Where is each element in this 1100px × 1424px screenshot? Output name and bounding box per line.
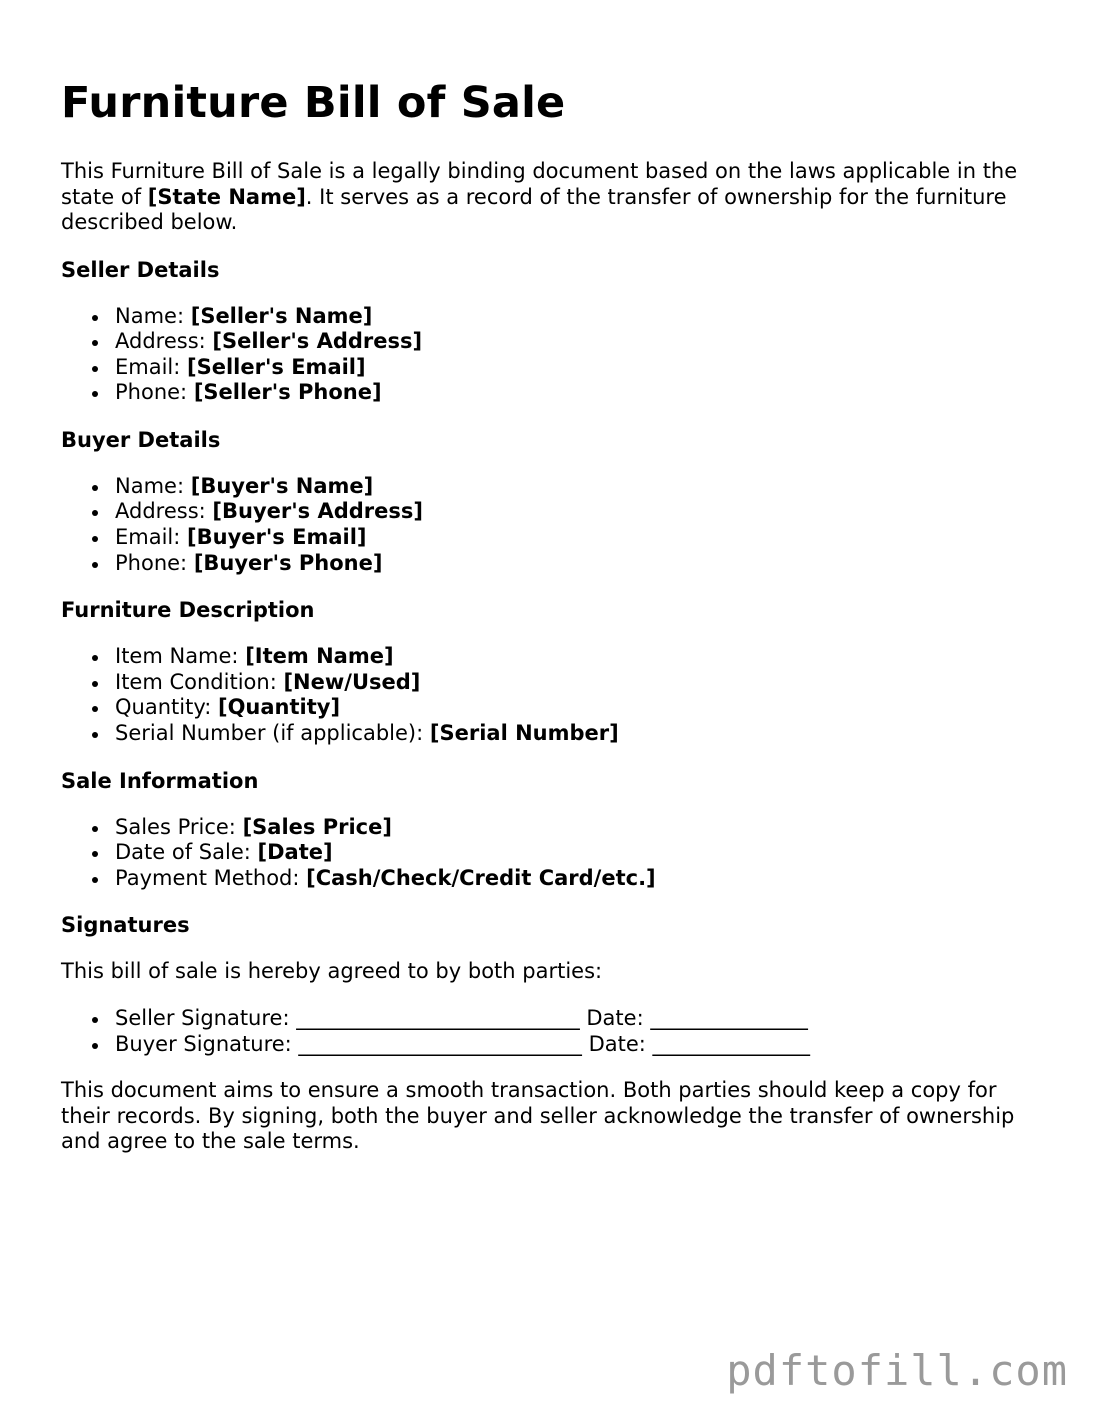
buyer-address-label: Address:	[115, 499, 213, 524]
watermark-text: pdftofill.com	[726, 1346, 1068, 1395]
buyer-email-item	[115, 525, 1051, 551]
seller-email-item	[115, 355, 1051, 381]
seller-address-label: Address:	[115, 329, 213, 354]
sale-information-heading: Sale Information	[61, 768, 259, 793]
buyer-email-label: Email:	[115, 525, 188, 550]
item-name-label: Item Name:	[115, 644, 246, 669]
item-name-item	[115, 644, 1051, 670]
seller-email-value: [Seller's Email]	[187, 354, 366, 379]
signatures-list	[61, 1006, 1051, 1057]
buyer-address-value: [Buyer's Address]	[212, 499, 423, 524]
buyer-name-label: Name:	[115, 473, 191, 498]
serial-number-value: [Serial Number]	[429, 721, 619, 746]
buyer-phone-value: [Buyer's Phone]	[193, 550, 383, 575]
payment-method-item	[115, 866, 1051, 892]
document-title: Furniture Bill of Sale	[61, 78, 566, 128]
intro-text-before: This Furniture Bill of Sale is a legally binding document based on the laws applicable in the state of	[61, 159, 1018, 209]
state-name-placeholder: [State Name]	[147, 184, 306, 209]
payment-method-value: [Cash/Check/Credit Card/etc.]	[306, 865, 656, 890]
furniture-description-heading: Furniture Description	[61, 598, 315, 623]
seller-details-heading: Seller Details	[61, 257, 220, 282]
signatures-intro: This bill of sale is hereby agreed to by both parties:	[61, 959, 603, 984]
quantity-item	[115, 695, 1051, 721]
signatures-heading: Signatures	[61, 913, 190, 938]
intro-paragraph	[61, 159, 1051, 236]
seller-phone-item	[115, 380, 1051, 406]
quantity-label: Quantity:	[115, 695, 218, 720]
closing-paragraph: This document aims to ensure a smooth transaction. Both parties should keep a copy for their records. By signing, both the buyer and seller acknowledge the transfer of ownership and agree to the sale terms.	[61, 1078, 1015, 1154]
sales-price-value: [Sales Price]	[242, 814, 392, 839]
buyer-name-item	[115, 474, 1051, 500]
buyer-address-item	[115, 499, 1051, 525]
seller-name-item	[115, 304, 1051, 330]
date-of-sale-item	[115, 840, 1051, 866]
document-page	[61, 0, 1051, 1155]
buyer-signature-line: Buyer Signature: ___________________________ Date: _______________	[115, 1032, 1051, 1058]
quantity-value: [Quantity]	[217, 695, 341, 720]
seller-name-label: Name:	[115, 303, 191, 328]
buyer-details-list	[61, 474, 1051, 576]
item-condition-label: Item Condition:	[115, 669, 284, 694]
sales-price-label: Sales Price:	[115, 814, 243, 839]
seller-email-label: Email:	[115, 354, 188, 379]
sale-information-list	[61, 815, 1051, 892]
seller-details-list	[61, 304, 1051, 406]
item-name-value: [Item Name]	[245, 644, 394, 669]
sales-price-item	[115, 815, 1051, 841]
furniture-description-list	[61, 644, 1051, 746]
date-of-sale-value: [Date]	[257, 840, 333, 865]
buyer-email-value: [Buyer's Email]	[187, 525, 367, 550]
seller-name-value: [Seller's Name]	[190, 303, 373, 328]
payment-method-label: Payment Method:	[115, 865, 307, 890]
seller-phone-label: Phone:	[115, 380, 194, 405]
buyer-details-heading: Buyer Details	[61, 427, 221, 452]
item-condition-value: [New/Used]	[283, 669, 421, 694]
seller-signature-line: Seller Signature: ___________________________ Date: _______________	[115, 1006, 1051, 1032]
buyer-phone-label: Phone:	[115, 550, 194, 575]
item-condition-item	[115, 670, 1051, 696]
serial-number-item	[115, 721, 1051, 747]
buyer-name-value: [Buyer's Name]	[190, 473, 374, 498]
buyer-phone-item	[115, 551, 1051, 577]
serial-number-label: Serial Number (if applicable):	[115, 721, 430, 746]
seller-phone-value: [Seller's Phone]	[193, 380, 382, 405]
intro-text-after: . It serves as a record of the transfer of ownership for the furniture described below.	[61, 184, 1007, 234]
date-of-sale-label: Date of Sale:	[115, 840, 258, 865]
seller-address-value: [Seller's Address]	[212, 329, 423, 354]
seller-address-item	[115, 329, 1051, 355]
